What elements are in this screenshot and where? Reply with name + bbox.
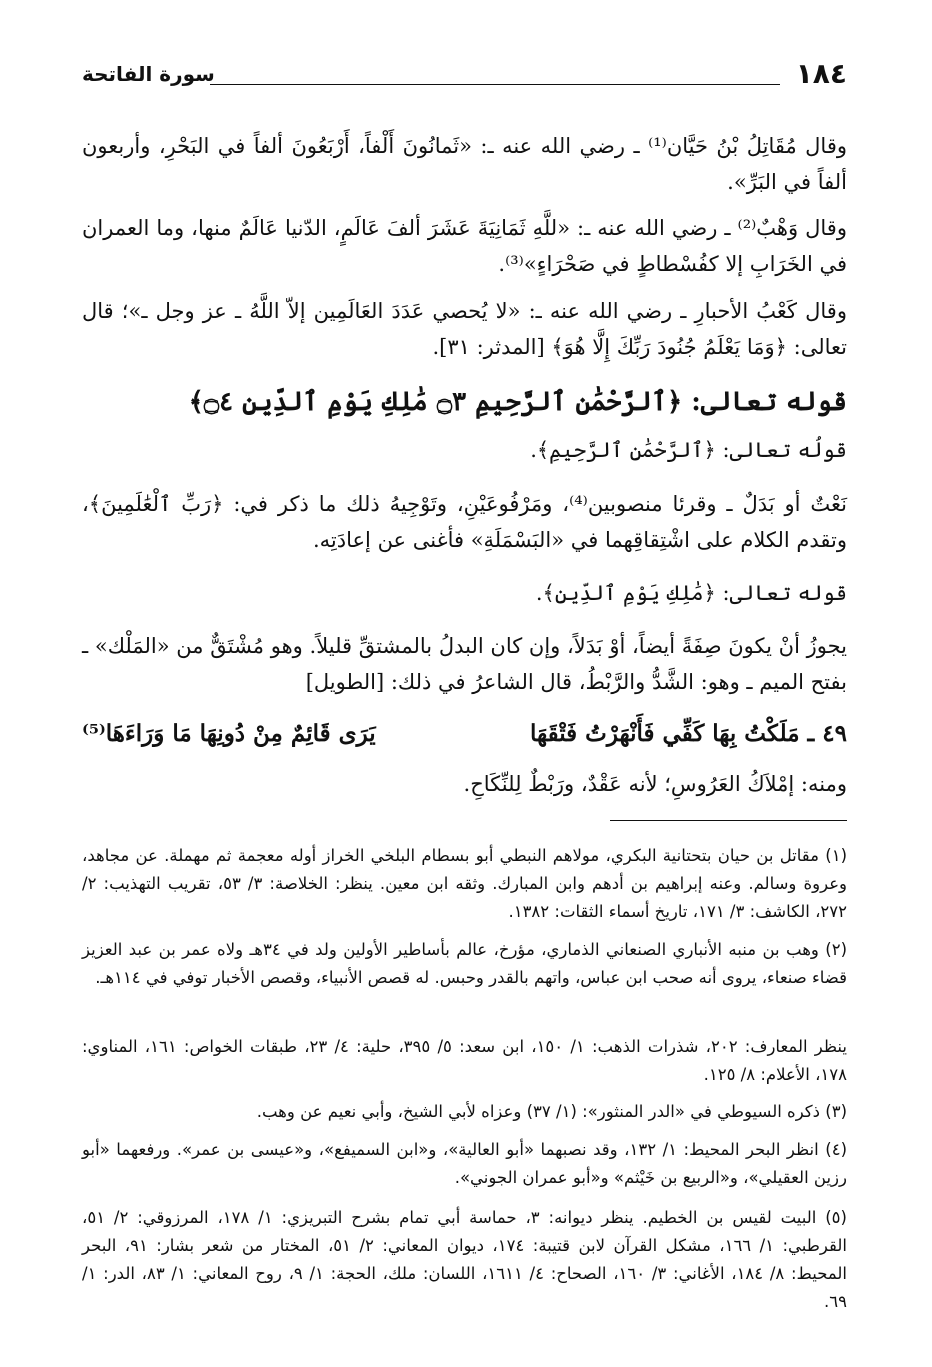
- paragraph-mulk: يجوزُ أنْ يكونَ صِفَةً أيضاً، أوْ بَدَلاً، وإن كان البدلُ بالمشتقِّ قليلاً. وهو مُشْتَقٌّ من «المَلْك» ـ بفتح الميم ـ وهو: الشَّدُّ والرَّبْطُ، قال الشاعرُ في ذلك: [الطويل]: [82, 634, 847, 694]
- footnote-1: (١) مقاتل بن حيان بتحتانية البكري، مولاهم النبطي أبو بسطام البلخي الخراز أوله معجمة ثم مهملة. عن مجاهد، وعروة وسالم. وعنه إبراهيم بن أدهم وابن المبارك. وثقه ابن معين. ينظر: الخلاصة: ٣/ ٥٣، تقريب التهذيب: ٢/ ٢٧٢، الكاشف: ٣/ ١٧١، تاريخ أسماء الثقات: ١٣٨٢.: [82, 846, 848, 921]
- header-rule: [210, 84, 780, 85]
- verse-second-hemistich: يَرَى قَائِمٌ مِنْ دُونِهَا مَا وَرَاءَهَا⁽⁵⁾: [82, 720, 376, 747]
- footnote-2: (٢) وهب بن منبه الأنباري الصنعاني الذماري، مؤرخ، عالم بأساطير الأولين ولد في ٣٤هـ ولاه عمر بن عبد العزيز قضاء صنعاء، يروى أنه صحب ابن عباس، واتهم بالقدر وحبس. له قصص الأنبياء، وقصص الأخبار توفي في ١١٤هـ.: [82, 940, 847, 987]
- verse-heading: قوله تعالى: ﴿ٱلرَّحْمَٰنِ ٱلرَّحِيمِ ۝٣ مَٰلِكِ يَوْمِ ٱلدِّينِ ۝٤﴾: [188, 387, 847, 417]
- footnote-separator: [610, 820, 847, 821]
- paragraph-kaab: وقال كَعْبُ الأحبارِ ـ رضي الله عنه ـ: «لا يُحصي عَدَدَ العَالَمِين إلاّ اللَّهُ ـ عز وجل ـ»؛ قال تعالى: ﴿وَمَا يَعْلَمُ جُنُودَ رَبِّكَ إِلَّا هُوَ﴾ [المدثر: ٣١].: [82, 299, 847, 359]
- paragraph-wahb: وقال وَهْبٌ⁽²⁾ ـ رضي الله عنه ـ: «للَّهِ ثَمَانِيَةَ عَشَرَ ألفَ عَالَمٍ، الدّنيا عَالَمٌ منها، وما العمران في الخَرَابِ إلا كفُسْطاطٍ في صَحْرَاءٍ»⁽³⁾.: [82, 216, 847, 276]
- verse-first-hemistich: ٤٩ ـ مَلَكْتُ بِهَا كَفِّي فَأَنْهَرْتُ فَتْقَهَا: [529, 720, 847, 747]
- footnote-4: (٤) انظر البحر المحيط: ١/ ١٣٢، وقد نصبهما «أبو العالية»، و«ابن السميفع»، و«عيسى بن عمر». ورفعهما «أبو رزين العقيلي»، و«الربيع بن خَيْثم» و«أبو عمران الجوني».: [82, 1140, 847, 1187]
- running-header: [82, 58, 847, 90]
- paragraph-rahman-heading: قولُه تعالى: ﴿ٱلرَّحْمَٰنِ ٱلرَّحِيمِ﴾.: [530, 438, 847, 462]
- paragraph-imlak: ومنه: إمْلاَكُ العَرُوسِ؛ لأنه عَقْدٌ، ورَبْطٌ لِلنِّكَاحِ.: [463, 772, 847, 796]
- footnote-3: (٣) ذكره السيوطي في «الدر المنثور»: (١/ ٣٧) وعزاه لأبي الشيخ، وأبي نعيم عن وهب.: [256, 1102, 847, 1121]
- paragraph-naat: نَعْتٌ أو بَدَلٌ ـ وقرئا منصوبين⁽⁴⁾، ومَرْفُوعَيْنِ، وتَوْجِيهُ ذلك ما ذكر في: ﴿رَبِّ ٱلْعَٰلَمِينَ﴾، وتقدم الكلام على اشْتِقاقِهما في «البَسْمَلَةِ» فأغنى عن إعادَتِه.: [82, 492, 847, 552]
- page-number: ١٨٤: [795, 57, 847, 90]
- paragraph-malik-heading: قوله تعالى: ﴿مَٰلِكِ يَوْمِ ٱلدِّينِ﴾.: [535, 581, 847, 605]
- paragraph-muqatil: وقال مُقَاتِلُ بْنُ حَيَّان⁽¹⁾ ـ رضي الله عنه ـ: «ثَمانُونَ أَلْفاً، أَرْبَعُونَ ألفاً في البَحْرِ، وأربعون ألفاً في البَرِّ».: [82, 134, 848, 194]
- footnote-2-refs: ينظر المعارف: ٢٠٢، شذرات الذهب: ١/ ١٥٠، ابن سعد: ٥/ ٣٩٥، حلية: ٤/ ٢٣، طبقات الخواص: ١٦١، المناوي: ١٧٨، الأعلام: ٨/ ١٢٥.: [82, 1037, 847, 1084]
- chapter-title: سورة الفاتحة: [82, 62, 215, 86]
- footnote-5: (٥) البيت لقيس بن الخطيم. ينظر ديوانه: ٣، حماسة أبي تمام بشرح التبريزي: ١/ ١٧٨، المرزوقي: ٢/ ٥١، القرطبي: ١/ ١٦٦، مشكل القرآن لابن قتيبة: ١٧٤، ديوان المعاني: ٢/ ٥١، المختار من شعر بشار: ٩١، البحر المحيط: ٨/ ١٨٤، الأغاني: ٣/ ١٦٠، الصحاح: ٤/ ١٦١١، اللسان: ملك، الحجة: ١/ ٩، روح المعاني: ١/ ٨٣، الدر: ١/ ٦٩.: [82, 1208, 847, 1311]
